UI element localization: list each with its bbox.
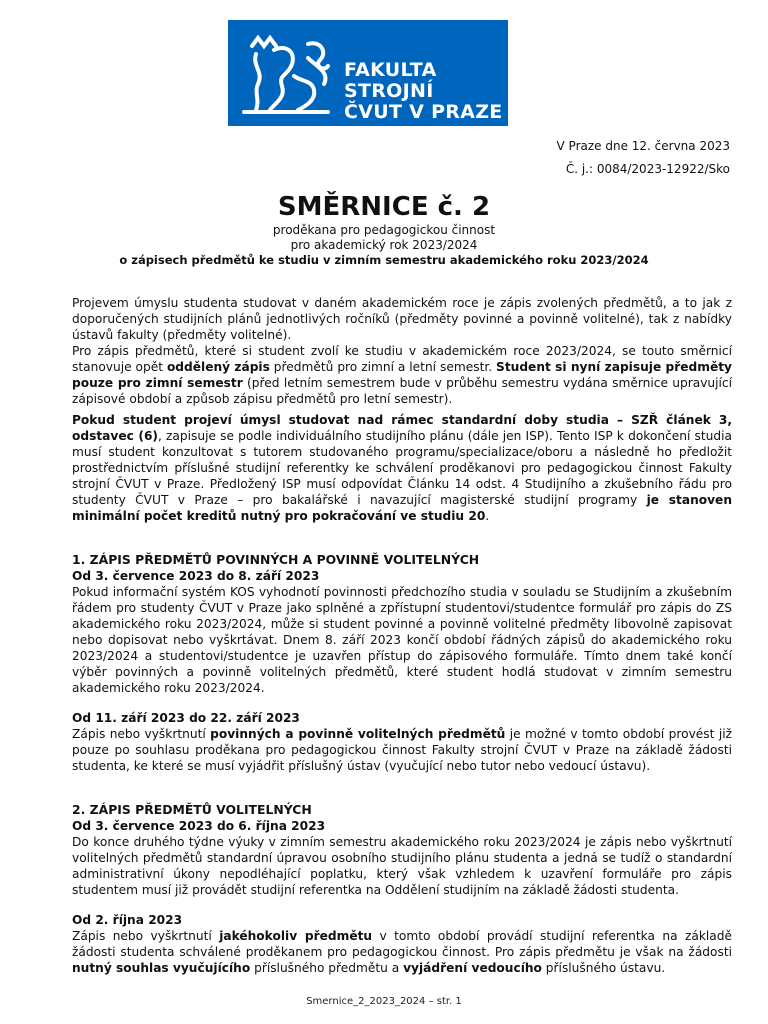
document-date: V Praze dne 12. června 2023 [556,139,730,153]
section-2-period-1: Od 3. července 2023 do 6. října 2023 [72,819,326,833]
intro-paragraph-1: Projevem úmyslu studenta studovat v daném akademickém roce je zápis zvolených předmětů, a to jak z doporučených studijních plánů jednotlivých ročníků (předměty povinné a povinně volitelné), tak z nabídky ústavů fakulty (předměty volitelné). [72,296,732,342]
intro-p3-text-b: , zapisuje se podle individuálního studijního plánu (dále jen ISP). Tento ISP k dokončení studia musí student konzultovat s tutorem studovaného programu/specializace/oboru a následně ho předložit prostřednictvím příslušné studijní referentky ke schválení proděkanovi pro pedagogickou činnost Fakulty strojní ČVUT v Praze. Předložený ISP musí odpovídat Článku 14 odst. 4 Studijního a zkušebního řádu pro studenty ČVUT v Praze – pro bakalářské i navazující magisterské studijní programy [72,429,732,507]
section-1-text-1: Pokud informační systém KOS vyhodnotí povinnosti předchozího studia v souladu se Studijním a zkušebním řádem pro studenty ČVUT v Praze jako splněné a zpřístupní studentovi/studentce formulář pro zápis do ZS akademického roku 2023/2024, může si student povinné a povinně volitelné předměty libovolně zapisovat nebo dopisovat nebo vyškrtávat. Dnem 8. září 2023 končí období řádných zápisů do akademického roku 2023/2024 a studentovi/studentce je uzavřen přístup do zápisového formuláře. Tímto dnem také končí výběr povinných a povinně volitelných předmětů, které student hodlá studovat v zimním semestru akademického roku 2023/2024. [72,585,732,695]
intro-p2-bold-d: Student si nyní zapisuje předměty pouze pro zimní semestr [72,360,732,390]
reference-number: Č. j.: 0084/2023-12922/Sko [565,162,730,176]
lion-emblem-icon [234,26,338,120]
section-1-period-2: Od 11. září 2023 do 22. září 2023 [72,711,300,725]
logo-line-3: ČVUT V PRAZE [344,101,503,123]
section-1-period-1: Od 3. července 2023 do 8. září 2023 [72,569,320,583]
section-1-heading: 1. ZÁPIS PŘEDMĚTŮ POVINNÝCH A POVINNĚ VOLITELNÝCH [72,552,480,567]
section-1-text-2c: je možné v tomto období provést již pouze po souhlasu proděkana pro pedagogickou činnost Fakulty strojní ČVUT v Praze na základě žádosti studenta, ke které se musí vyjádřit příslušný ústav (vyučující nebo tutor nebo vedoucí ústavu). [72,727,732,773]
page-footer: Smernice_2_2023_2024 – str. 1 [306,996,462,1007]
section-2-text-2f: vyjádření vedoucího [403,961,542,975]
intro-p2-text-a: Pro zápis předmětů, které si student zvolí ke studiu v akademickém roce 2023/2024, se touto směrnicí stanovuje opět [72,344,732,374]
intro-p3-bold-a: Pokud student projeví úmysl studovat nad rámec standardní doby studia – SZŘ článek 3, odstavec (6) [72,413,732,443]
section-2-text-2c: v tomto období provádí studijní referentka na základě žádosti studenta schválené proděkanem pro pedagogickou činnost. Pro zápis předmětu je však na žádosti [72,929,732,959]
section-2-text-2 [72,928,732,976]
section-1-text-2a: Zápis nebo vyškrtnutí [72,727,211,741]
section-2-text-2g: příslušného ústavu. [541,961,666,975]
section-2-text-2e: příslušného předmětu a [250,961,404,975]
logo-text [344,60,503,123]
intro-p2-bold-b: oddělený zápis [166,360,270,374]
intro-p2-text-e: (před letním semestrem bude v průběhu semestru vydána směrnice upravující zápisové období a způsob zápisu předmětů pro letní semestr). [72,376,733,406]
section-1-text-2 [72,726,732,774]
logo-line-1: FAKULTA [344,59,437,81]
subtitle-1: proděkana pro pedagogickou činnost [272,223,496,237]
intro-paragraph-2 [72,343,732,407]
section-2-text-2d: nutný souhlas vyučujícího [72,961,251,975]
section-2-text-2a: Zápis nebo vyškrtnutí [72,929,220,943]
document-title: SMĚRNICE č. 2 [277,192,491,222]
logo-line-2: STROJNÍ [344,80,434,102]
subtitle-2: pro akademický rok 2023/2024 [290,238,478,252]
section-2-period-2: Od 2. října 2023 [72,913,183,927]
intro-p3-bold-c: je stanoven minimální počet kreditů nutný pro pokračování ve studiu 20 [72,493,733,523]
intro-p2-text-c: předmětů pro zimní a letní semestr. [269,360,497,374]
section-2-text-2b: jakéhokoliv předmětu [219,929,373,943]
subtitle-3: o zápisech předmětů ke studiu v zimním semestru akademického roku 2023/2024 [119,253,649,267]
section-2-heading: 2. ZÁPIS PŘEDMĚTŮ VOLITELNÝCH [72,802,312,817]
document-body [72,295,732,976]
intro-paragraph-3 [72,412,732,524]
section-2-text-1: Do konce druhého týdne výuky v zimním semestru akademického roku 2023/2024 je zápis nebo vyškrtnutí volitelných předmětů standardní úpravou osobního studijního plánu studenta a jedná se tudíž o standardní administrativní úkony nepodléhající poplatku, který však vzhledem k uzavření formuláře pro zápis studentem musí již provádět studijní referentka na Oddělení studijním na základě žádosti studenta. [72,835,732,897]
intro-p3-text-d: . [485,509,490,523]
faculty-logo [228,20,508,126]
section-1-text-2b: povinných a povinně volitelných předmětů [210,727,506,741]
